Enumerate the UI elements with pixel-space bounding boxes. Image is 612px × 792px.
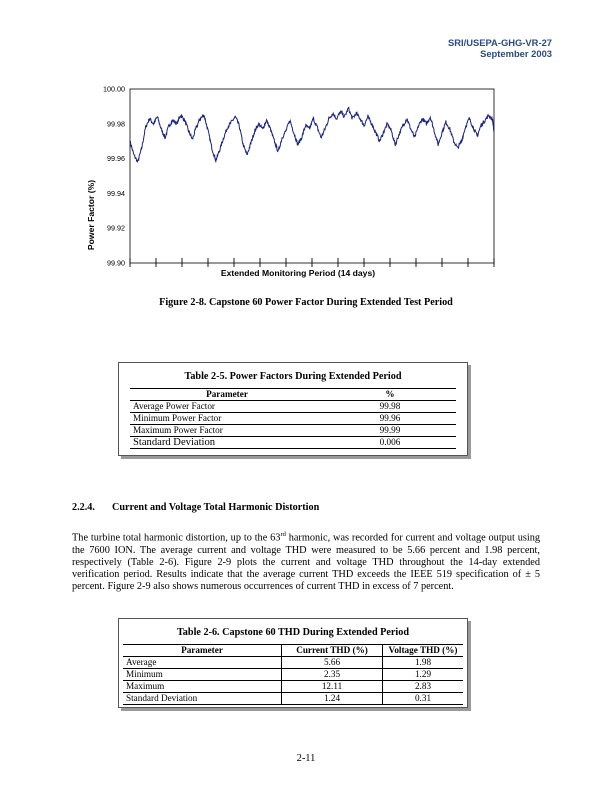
table-row	[123, 669, 463, 681]
row-label: Maximum	[123, 681, 282, 693]
table-2-5-title: Table 2-5. Power Factors During Extended Period	[184, 371, 402, 382]
y-tick-label: 100.00	[103, 84, 125, 94]
row-voltage-thd: 0.31	[383, 693, 464, 705]
row-current-thd: 2.35	[282, 669, 383, 681]
column-header-parameter: Parameter	[123, 645, 282, 657]
row-label: Average	[123, 657, 282, 669]
row-value: 99.98	[324, 401, 456, 413]
paragraph-text-2: harmonic, was recorded for current and voltage output using the 7600 ION. The average current and voltage THD were measured to be 5.66 percent and 1.98 percent, respectively (Table 2-6). Figure 2-9 plots the current and voltage THD throughout the 14-day extended verification period. Results indicate that the average current THD exceeds the IEEE 519 specification of ± 5 percent. Figure 2-9 also shows numerous occurrences of current THD in excess of 7 percent.	[72, 532, 541, 593]
column-header-parameter: Parameter	[130, 389, 324, 401]
table-2-6-title: Table 2-6. Capstone 60 THD During Extended Period	[176, 627, 410, 638]
row-current-thd: 12.11	[282, 681, 383, 693]
report-id: SRI/USEPA-GHG-VR-27	[447, 37, 552, 48]
row-current-thd: 5.66	[282, 657, 383, 669]
row-label: Average Power Factor	[130, 401, 324, 413]
page-header	[448, 37, 552, 59]
y-tick-label: 99.96	[107, 154, 125, 164]
row-label: Standard Deviation	[130, 437, 324, 449]
table-2-6	[123, 644, 463, 705]
power-factor-series-line	[130, 107, 494, 161]
table-row	[123, 693, 463, 705]
table-row	[130, 413, 456, 425]
table-row	[123, 681, 463, 693]
table-header-row	[130, 389, 456, 401]
y-tick-label: 99.90	[107, 258, 125, 268]
row-voltage-thd: 2.83	[383, 681, 464, 693]
column-header-current-thd: Current THD (%)	[282, 645, 383, 657]
row-voltage-thd: 1.29	[383, 669, 464, 681]
y-tick-label: 99.94	[107, 188, 125, 198]
table-2-6-box	[118, 618, 468, 708]
power-factor-chart	[80, 78, 510, 283]
section-title: Current and Voltage Total Harmonic Distortion	[112, 502, 320, 513]
row-voltage-thd: 1.98	[383, 657, 464, 669]
body-paragraph	[72, 529, 540, 593]
column-header-voltage-thd: Voltage THD (%)	[383, 645, 464, 657]
row-label: Standard Deviation	[123, 693, 282, 705]
report-date: September 2003	[480, 48, 552, 59]
table-2-5	[130, 388, 456, 449]
y-tick-label: 99.98	[107, 119, 125, 129]
table-row	[130, 437, 456, 449]
table-row	[130, 401, 456, 413]
row-label: Maximum Power Factor	[130, 425, 324, 437]
y-axis-ticks	[103, 85, 125, 268]
table-header-row	[123, 645, 463, 657]
table-2-5-box	[118, 362, 468, 456]
row-value: 99.99	[324, 425, 456, 437]
row-label: Minimum Power Factor	[130, 413, 324, 425]
paragraph-text-1: The turbine total harmonic distortion, up to the 63	[72, 532, 281, 544]
table-row	[130, 425, 456, 437]
y-tick-label: 99.92	[107, 223, 125, 233]
y-axis-label: Power Factor (%)	[86, 179, 96, 251]
x-axis-ticks	[130, 258, 494, 267]
section-heading	[72, 502, 319, 513]
figure-caption: Figure 2-8. Capstone 60 Power Factor During Extended Test Period	[159, 297, 453, 308]
column-header-percent: %	[324, 389, 456, 401]
row-current-thd: 1.24	[282, 693, 383, 705]
paragraph-superscript: rd	[280, 531, 286, 538]
row-value: 0.006	[324, 437, 456, 449]
page-number: 2-11	[296, 753, 316, 764]
table-row	[123, 657, 463, 669]
plot-area	[130, 89, 494, 263]
row-value: 99.96	[324, 413, 456, 425]
section-number: 2.2.4.	[72, 502, 95, 513]
x-axis-label: Extended Monitoring Period (14 days)	[220, 268, 376, 278]
row-label: Minimum	[123, 669, 282, 681]
